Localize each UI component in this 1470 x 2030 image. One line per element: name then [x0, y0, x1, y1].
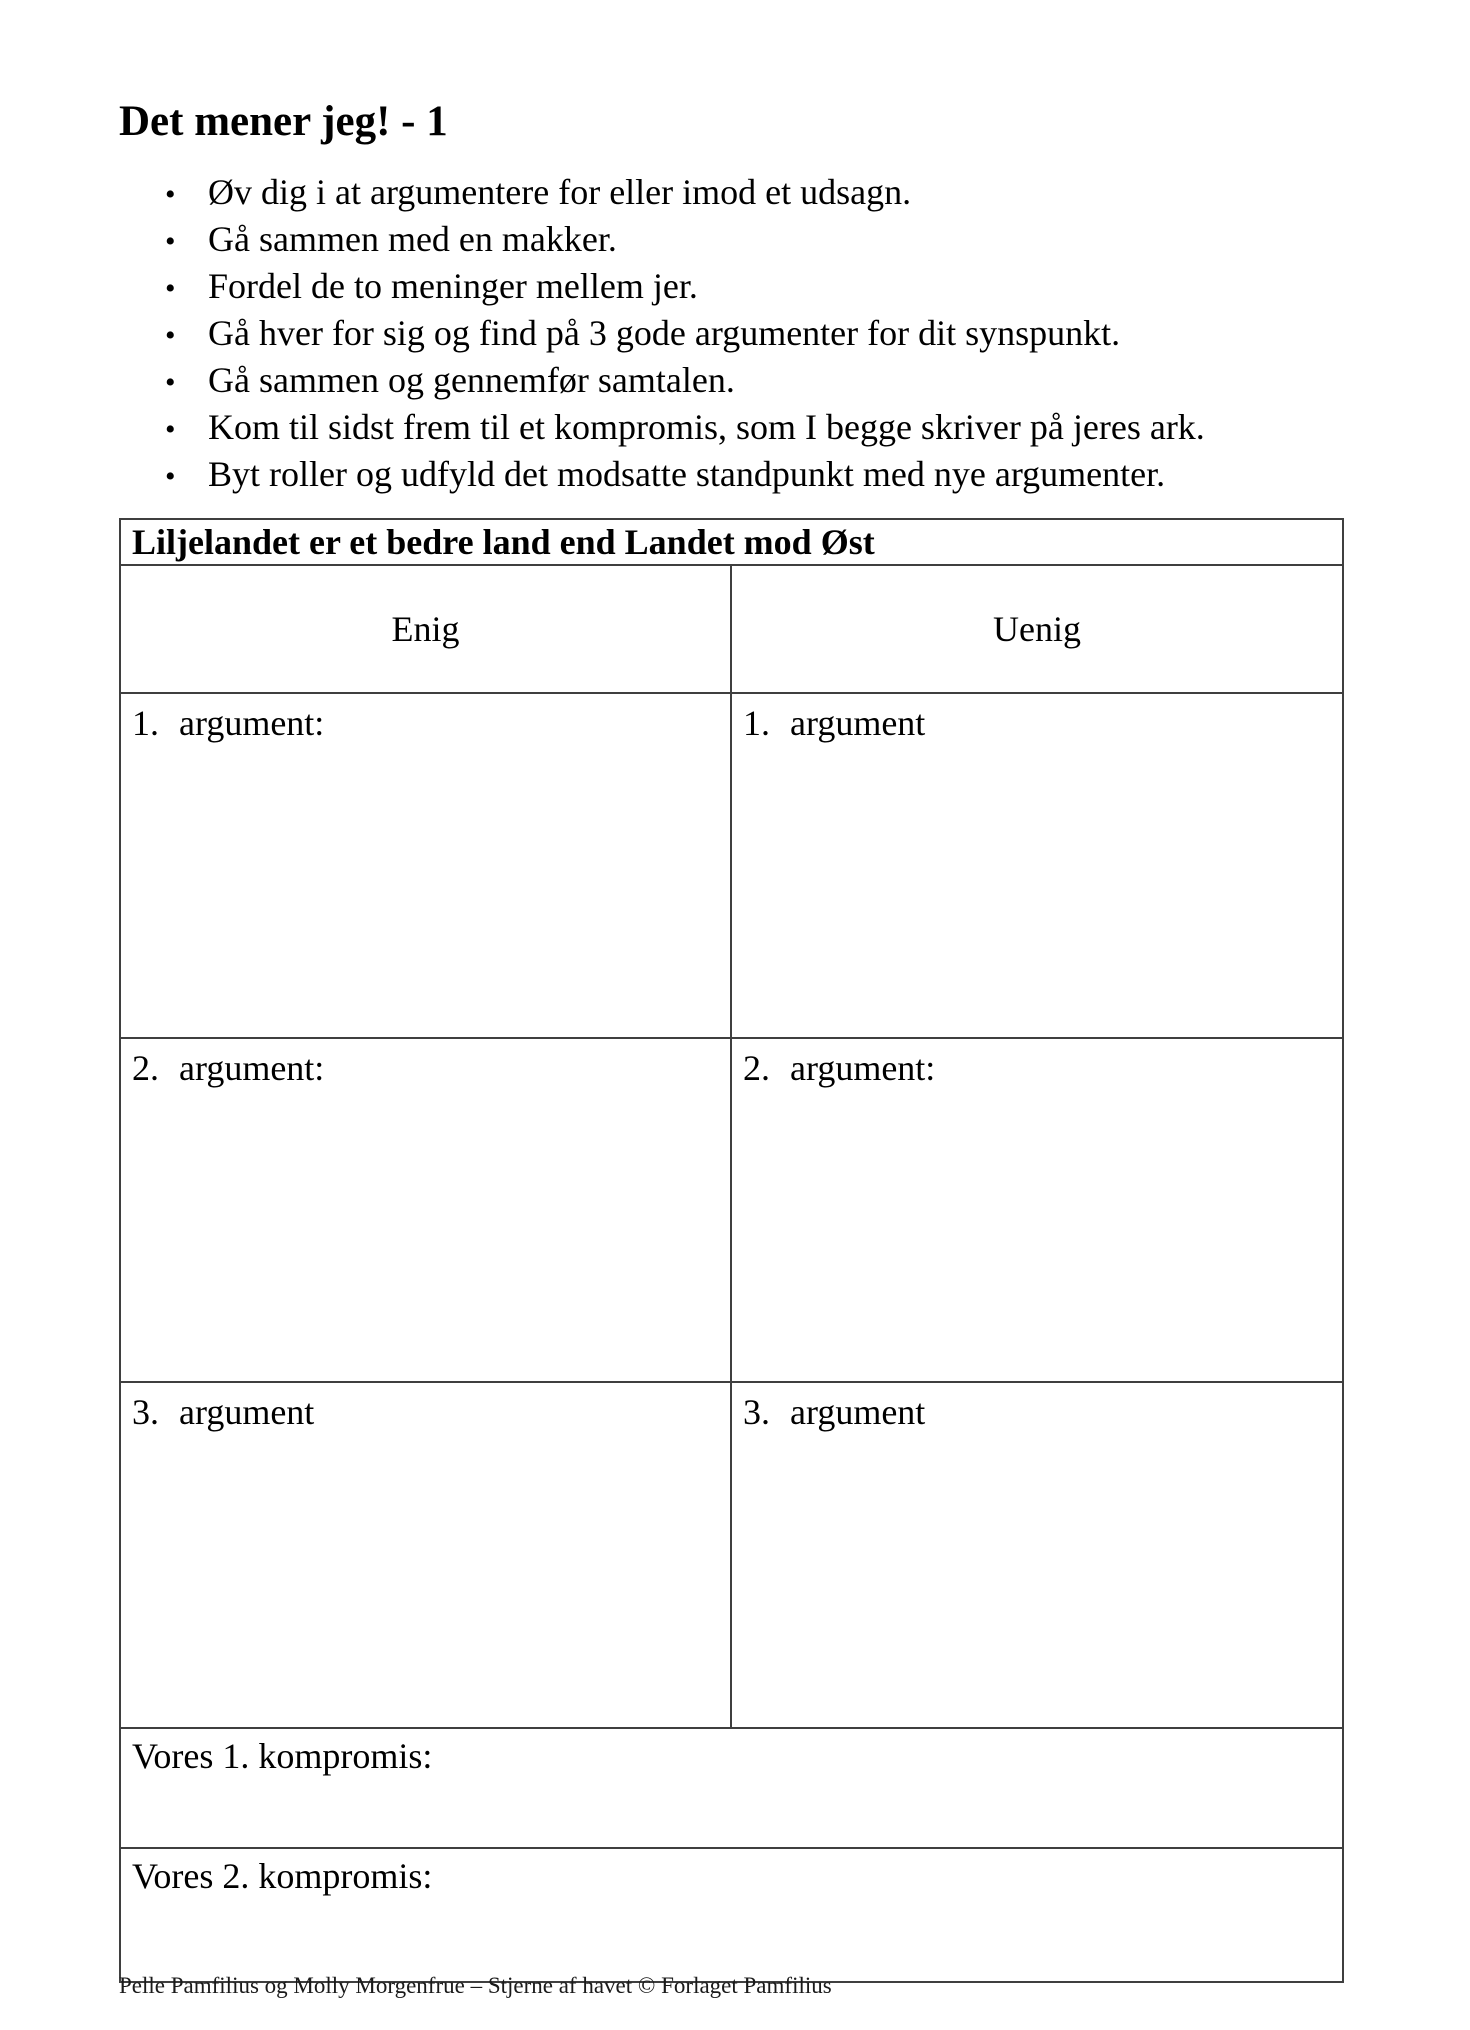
- compromise-2-cell: Vores 2. kompromis:: [120, 1848, 1343, 1982]
- list-item: [165, 405, 1365, 452]
- list-item: [165, 264, 1365, 311]
- argument-label: argument: [179, 1392, 315, 1432]
- list-item: [165, 217, 1365, 264]
- argument-number: 2.: [743, 1048, 770, 1088]
- bullet-icon: •: [165, 272, 176, 305]
- list-item: [165, 311, 1365, 358]
- argument-number: 3.: [132, 1392, 159, 1432]
- disagree-argument-1-cell: [731, 693, 1343, 1038]
- instruction-text: Gå sammen og gennemfør samtalen.: [208, 360, 735, 400]
- disagree-argument-3-cell: [731, 1382, 1343, 1728]
- agree-argument-1-cell: [120, 693, 731, 1038]
- agree-argument-3-cell: [120, 1382, 731, 1728]
- column-header-agree: Enig: [120, 565, 731, 693]
- instruction-text: Kom til sidst frem til et kompromis, som I begge skriver på jeres ark.: [208, 407, 1205, 447]
- table-row: [120, 1728, 1343, 1848]
- disagree-argument-2-cell: [731, 1038, 1343, 1382]
- table-row: [120, 1038, 1343, 1382]
- table-row: [120, 519, 1343, 565]
- argument-label: argument: [790, 703, 926, 743]
- bullet-icon: •: [165, 413, 176, 446]
- column-header-disagree: Uenig: [731, 565, 1343, 693]
- bullet-icon: •: [165, 366, 176, 399]
- table-row: [120, 565, 1343, 693]
- statement-cell: Liljelandet er et bedre land end Landet mod Øst: [120, 519, 1343, 565]
- argument-label: argument:: [179, 1048, 325, 1088]
- page-title: Det mener jeg! - 1: [119, 98, 448, 145]
- table-row: [120, 1848, 1343, 1982]
- table-row: [120, 693, 1343, 1038]
- argument-label: argument: [790, 1392, 926, 1432]
- argument-number: 2.: [132, 1048, 159, 1088]
- instruction-text: Gå sammen med en makker.: [208, 219, 617, 259]
- bullet-icon: •: [165, 225, 176, 258]
- bullet-icon: •: [165, 460, 176, 493]
- instruction-text: Fordel de to meninger mellem jer.: [208, 266, 698, 306]
- agree-argument-2-cell: [120, 1038, 731, 1382]
- instruction-list: [165, 170, 1365, 499]
- list-item: [165, 452, 1365, 499]
- argument-table: [119, 518, 1344, 1983]
- table-row: [120, 1382, 1343, 1728]
- instruction-text: Byt roller og udfyld det modsatte standpunkt med nye argumenter.: [208, 454, 1166, 494]
- argument-label: argument:: [790, 1048, 936, 1088]
- instruction-text: Øv dig i at argumentere for eller imod et udsagn.: [208, 172, 912, 212]
- compromise-1-cell: Vores 1. kompromis:: [120, 1728, 1343, 1848]
- argument-label: argument:: [179, 703, 325, 743]
- bullet-icon: •: [165, 178, 176, 211]
- bullet-icon: •: [165, 319, 176, 352]
- instruction-text: Gå hver for sig og find på 3 gode argumenter for dit synspunkt.: [208, 313, 1121, 353]
- argument-number: 3.: [743, 1392, 770, 1432]
- list-item: [165, 170, 1365, 217]
- footer-credit: Pelle Pamfilius og Molly Morgenfrue – Stjerne af havet © Forlaget Pamfilius: [119, 1973, 832, 1998]
- argument-number: 1.: [743, 703, 770, 743]
- list-item: [165, 358, 1365, 405]
- argument-number: 1.: [132, 703, 159, 743]
